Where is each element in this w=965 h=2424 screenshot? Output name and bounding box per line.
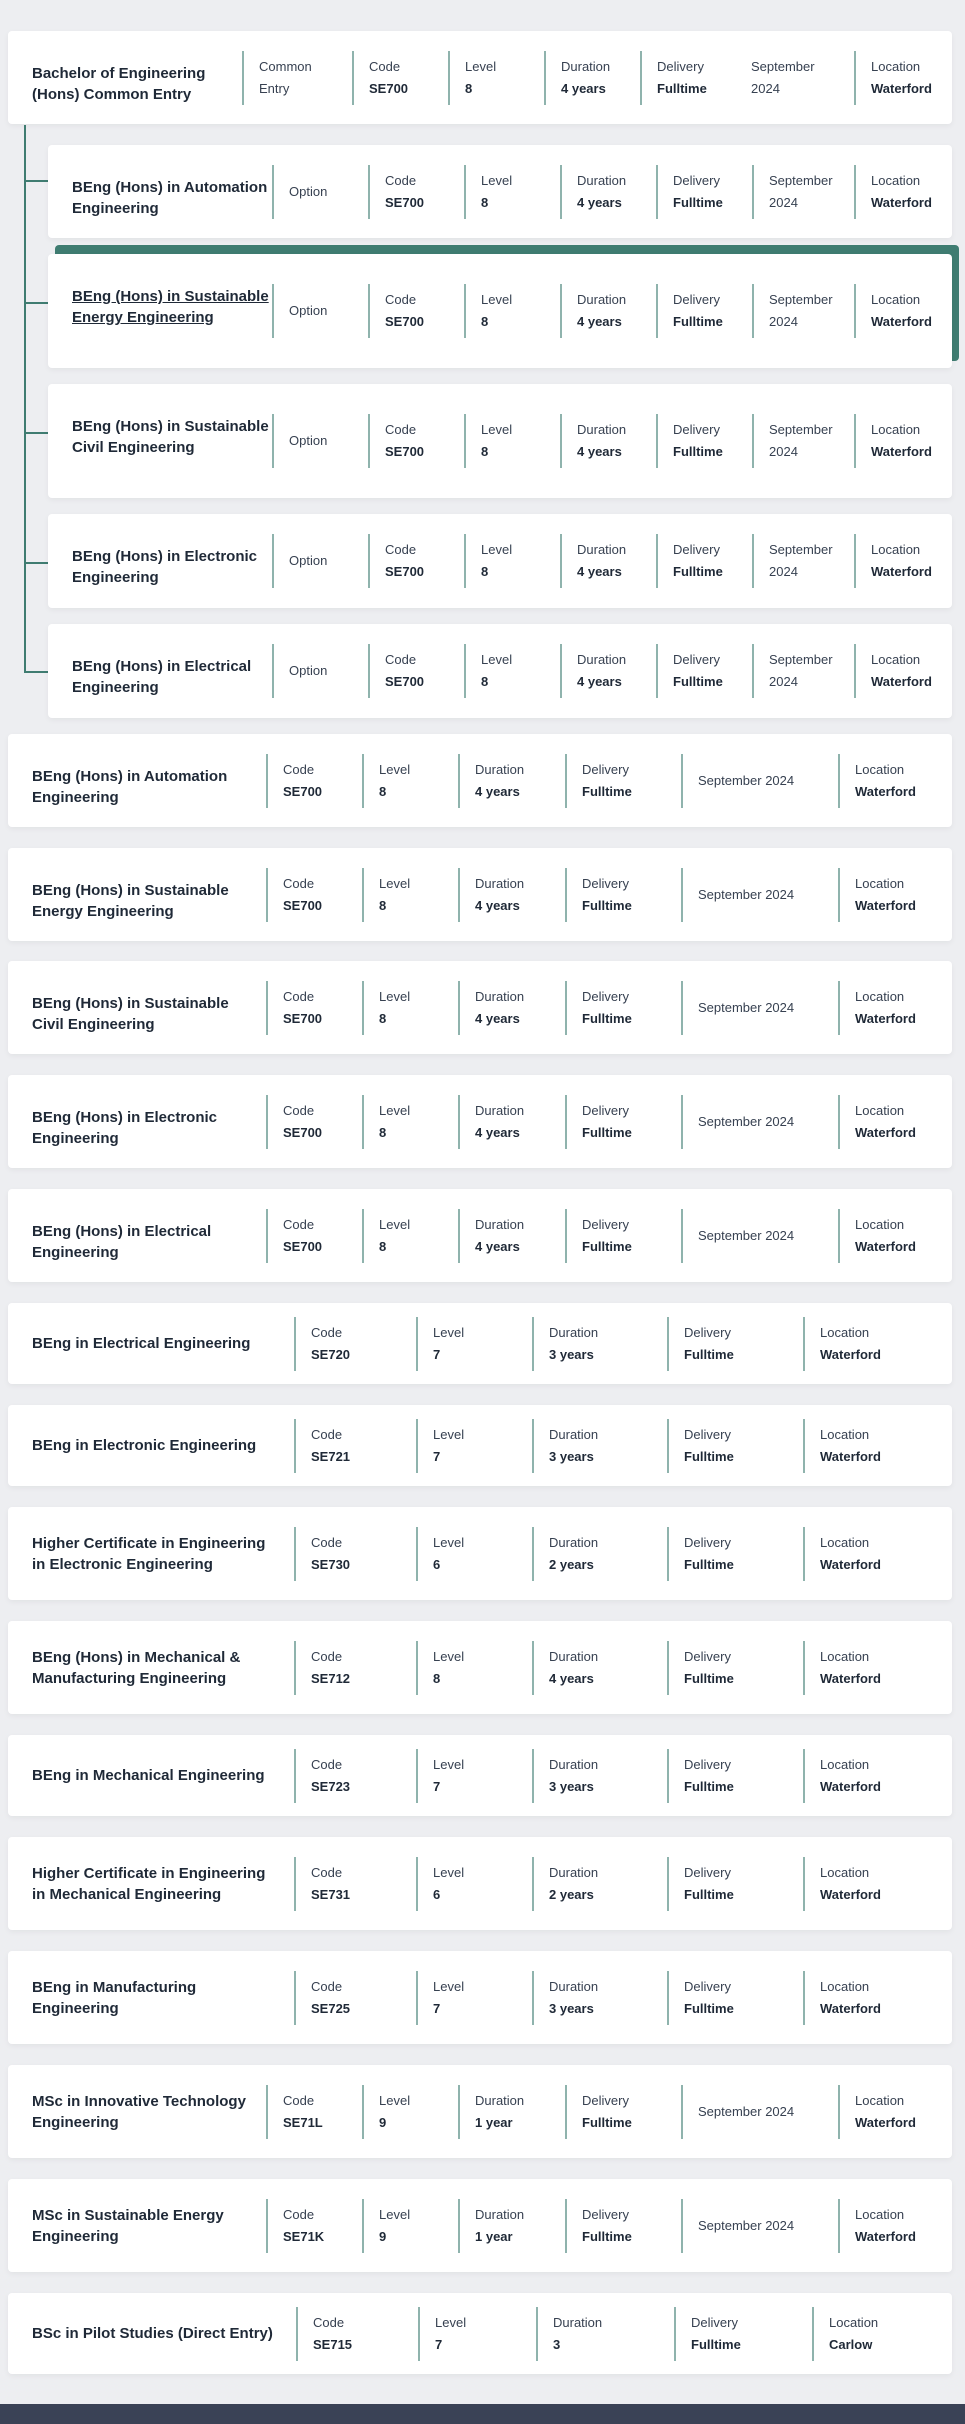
level-field: Level 9 bbox=[362, 2085, 458, 2139]
code-field: Code SE700 bbox=[368, 165, 464, 219]
code-field: Code SE700 bbox=[266, 1209, 362, 1263]
duration-field: Duration 2 years bbox=[532, 1527, 667, 1581]
location-field: Location Waterford bbox=[838, 1209, 952, 1263]
location-field: Location Waterford bbox=[803, 1857, 943, 1911]
course-card[interactable] bbox=[8, 1951, 952, 2044]
code-field: Code SE725 bbox=[294, 1971, 416, 2025]
tree-branch bbox=[24, 302, 48, 304]
start-date-field: September 2024 bbox=[752, 644, 862, 698]
location-field: Location Waterford bbox=[803, 1641, 943, 1695]
duration-field: Duration 2 years bbox=[532, 1857, 667, 1911]
location-field: Location Waterford bbox=[854, 644, 952, 698]
entry-type: Common Entry bbox=[242, 51, 352, 105]
option-label: Option bbox=[272, 165, 368, 219]
location-field: Location Waterford bbox=[803, 1971, 943, 2025]
delivery-field: Delivery Fulltime bbox=[656, 644, 752, 698]
location-field: Location Waterford bbox=[854, 414, 952, 468]
course-title[interactable]: BEng (Hons) in Sustainable Energy Engineering bbox=[32, 882, 229, 920]
course-title[interactable]: Higher Certificate in Engineering in Mechanical Engineering bbox=[32, 1865, 266, 1903]
code-field: Code SE700 bbox=[266, 868, 362, 922]
option-label: Option bbox=[272, 534, 368, 588]
code-field: Code SE700 bbox=[266, 754, 362, 808]
course-title[interactable]: BEng in Electrical Engineering bbox=[32, 1335, 251, 1352]
option-card[interactable] bbox=[48, 254, 952, 368]
tree-branch bbox=[24, 180, 48, 182]
course-title[interactable]: BEng (Hons) in Electronic Engineering bbox=[32, 1109, 218, 1147]
tree-branch bbox=[24, 671, 48, 673]
course-card[interactable] bbox=[8, 1303, 952, 1384]
course-title[interactable]: Higher Certificate in Engineering in Electronic Engineering bbox=[32, 1535, 266, 1573]
course-title[interactable]: Bachelor of Engineering (Hons) Common Entry bbox=[32, 65, 206, 103]
code-field: Code SE700 bbox=[368, 644, 464, 698]
option-label: Option bbox=[272, 644, 368, 698]
option-card[interactable] bbox=[48, 624, 952, 718]
location-field: Location Waterford bbox=[803, 1749, 943, 1803]
course-title[interactable]: BEng in Electronic Engineering bbox=[32, 1437, 257, 1454]
code-field: Code SE723 bbox=[294, 1749, 416, 1803]
duration-field: Duration 4 years bbox=[560, 534, 656, 588]
duration-field: Duration 3 years bbox=[532, 1749, 667, 1803]
tree-branch bbox=[24, 432, 48, 434]
duration-field: Duration 4 years bbox=[458, 868, 565, 922]
level-field: Level 8 bbox=[448, 51, 544, 105]
delivery-field: Delivery Fulltime bbox=[667, 1641, 803, 1695]
course-card[interactable] bbox=[8, 2179, 952, 2272]
location-field: Location Waterford bbox=[803, 1419, 943, 1473]
level-field: Level 8 bbox=[362, 868, 458, 922]
duration-field: Duration 3 years bbox=[532, 1317, 667, 1371]
course-card[interactable] bbox=[8, 1621, 952, 1714]
course-title[interactable]: BEng in Manufacturing Engineering bbox=[32, 1979, 197, 2017]
code-field: Code SE730 bbox=[294, 1527, 416, 1581]
duration-field: Duration 4 years bbox=[458, 1095, 565, 1149]
course-card[interactable] bbox=[8, 1507, 952, 1600]
course-card[interactable] bbox=[8, 1735, 952, 1816]
level-field: Level 7 bbox=[416, 1317, 532, 1371]
course-card[interactable] bbox=[8, 2065, 952, 2158]
option-card[interactable] bbox=[48, 145, 952, 238]
duration-field: Duration 3 years bbox=[532, 1419, 667, 1473]
course-title[interactable]: MSc in Sustainable Energy Engineering bbox=[32, 2207, 224, 2245]
code-field: Code SE715 bbox=[296, 2307, 418, 2361]
start-date-field: September 2024 bbox=[681, 1095, 838, 1149]
location-field: Location Waterford bbox=[854, 534, 952, 588]
location-field: Location Waterford bbox=[854, 284, 952, 338]
course-title[interactable]: BSc in Pilot Studies (Direct Entry) bbox=[32, 2325, 273, 2342]
delivery-field: Delivery Fulltime bbox=[667, 1317, 803, 1371]
code-field: Code SE71K bbox=[266, 2199, 362, 2253]
course-group-card[interactable] bbox=[8, 31, 952, 124]
duration-field: Duration 4 years bbox=[532, 1641, 667, 1695]
start-date-field: September 2024 bbox=[681, 2085, 838, 2139]
delivery-field: Delivery Fulltime bbox=[656, 165, 752, 219]
delivery-field: Delivery Fulltime bbox=[565, 2085, 681, 2139]
location-field: Location Waterford bbox=[854, 51, 952, 105]
option-label: Option bbox=[272, 414, 368, 468]
start-date-field: September 2024 bbox=[752, 284, 862, 338]
duration-field: Duration 4 years bbox=[560, 165, 656, 219]
level-field: Level 7 bbox=[416, 1971, 532, 2025]
course-title[interactable]: BEng (Hons) in Mechanical & Manufacturing Engineering bbox=[32, 1649, 241, 1687]
course-title[interactable]: BEng (Hons) in Sustainable Civil Engineering bbox=[32, 995, 229, 1033]
duration-field: Duration 4 years bbox=[560, 644, 656, 698]
level-field: Level 9 bbox=[362, 2199, 458, 2253]
duration-field: Duration 4 years bbox=[544, 51, 640, 105]
course-card[interactable] bbox=[8, 2293, 952, 2374]
duration-field: Duration 4 years bbox=[458, 981, 565, 1035]
location-field: Location Waterford bbox=[803, 1317, 943, 1371]
level-field: Level 7 bbox=[416, 1749, 532, 1803]
tree-branch bbox=[24, 562, 48, 564]
page-footer bbox=[0, 2404, 965, 2424]
duration-field: Duration 4 years bbox=[458, 1209, 565, 1263]
delivery-field: Delivery Fulltime bbox=[565, 981, 681, 1035]
level-field: Level 7 bbox=[418, 2307, 536, 2361]
level-field: Level 8 bbox=[362, 1095, 458, 1149]
code-field: Code SE700 bbox=[368, 284, 464, 338]
course-card[interactable] bbox=[8, 848, 952, 941]
start-date-field: September 2024 bbox=[752, 165, 862, 219]
delivery-field: Delivery Fulltime bbox=[667, 1971, 803, 2025]
course-card[interactable] bbox=[8, 1189, 952, 1282]
level-field: Level 8 bbox=[362, 981, 458, 1035]
level-field: Level 6 bbox=[416, 1527, 532, 1581]
code-field: Code SE71L bbox=[266, 2085, 362, 2139]
location-field: Location Waterford bbox=[803, 1527, 943, 1581]
code-field: Code SE712 bbox=[294, 1641, 416, 1695]
code-field: Code SE700 bbox=[368, 414, 464, 468]
start-date-field: September 2024 bbox=[751, 59, 815, 96]
delivery-field: Delivery Fulltime bbox=[565, 1095, 681, 1149]
duration-field: Duration 1 year bbox=[458, 2085, 565, 2139]
option-card[interactable] bbox=[48, 514, 952, 608]
level-field: Level 8 bbox=[416, 1641, 532, 1695]
start-date-field: September 2024 bbox=[681, 981, 838, 1035]
start-date-field: September 2024 bbox=[681, 754, 838, 808]
code-field: Code SE700 bbox=[352, 51, 448, 105]
tree-connector bbox=[24, 125, 26, 672]
delivery-field: Delivery Fulltime bbox=[565, 868, 681, 922]
option-title[interactable]: BEng (Hons) in Sustainable Energy Engineering bbox=[72, 288, 269, 326]
code-field: Code SE700 bbox=[368, 534, 464, 588]
delivery-field: Delivery Fulltime bbox=[640, 51, 736, 105]
option-card[interactable] bbox=[48, 384, 952, 498]
location-field: Location Waterford bbox=[838, 1095, 952, 1149]
level-field: Level 8 bbox=[362, 754, 458, 808]
option-title[interactable]: BEng (Hons) in Electrical Engineering bbox=[72, 658, 252, 696]
course-card[interactable] bbox=[8, 1837, 952, 1930]
start-date-field: September 2024 bbox=[681, 868, 838, 922]
course-card[interactable] bbox=[8, 734, 952, 827]
level-field: Level 7 bbox=[416, 1419, 532, 1473]
duration-field: Duration 4 years bbox=[458, 754, 565, 808]
delivery-field: Delivery Fulltime bbox=[565, 754, 681, 808]
course-title[interactable]: BEng (Hons) in Electrical Engineering bbox=[32, 1223, 212, 1261]
location-field: Location Waterford bbox=[854, 165, 952, 219]
course-title[interactable]: MSc in Innovative Technology Engineering bbox=[32, 2093, 246, 2131]
course-card[interactable] bbox=[8, 961, 952, 1054]
start-date-field: September 2024 bbox=[681, 2199, 838, 2253]
start-date-field: September 2024 bbox=[752, 534, 862, 588]
location-field: Location Waterford bbox=[838, 754, 952, 808]
duration-field: Duration 4 years bbox=[560, 414, 656, 468]
level-field: Level 8 bbox=[464, 534, 560, 588]
delivery-field: Delivery Fulltime bbox=[667, 1527, 803, 1581]
code-field: Code SE731 bbox=[294, 1857, 416, 1911]
level-field: Level 8 bbox=[362, 1209, 458, 1263]
level-field: Level 8 bbox=[464, 414, 560, 468]
delivery-field: Delivery Fulltime bbox=[656, 414, 752, 468]
option-title[interactable]: BEng (Hons) in Electronic Engineering bbox=[72, 548, 258, 586]
start-date-field: September 2024 bbox=[752, 414, 862, 468]
level-field: Level 8 bbox=[464, 644, 560, 698]
level-field: Level 8 bbox=[464, 165, 560, 219]
option-title[interactable]: BEng (Hons) in Automation Engineering bbox=[72, 179, 268, 217]
duration-field: Duration 4 years bbox=[560, 284, 656, 338]
level-field: Level 8 bbox=[464, 284, 560, 338]
delivery-field: Delivery Fulltime bbox=[565, 2199, 681, 2253]
option-title[interactable]: BEng (Hons) in Sustainable Civil Engineering bbox=[72, 418, 269, 456]
course-card[interactable] bbox=[8, 1405, 952, 1486]
start-date-field: September 2024 bbox=[681, 1209, 838, 1263]
location-field: Location Waterford bbox=[838, 868, 952, 922]
code-field: Code SE700 bbox=[266, 981, 362, 1035]
delivery-field: Delivery Fulltime bbox=[667, 1419, 803, 1473]
location-field: Location Waterford bbox=[838, 2199, 952, 2253]
course-title[interactable]: BEng in Mechanical Engineering bbox=[32, 1767, 265, 1784]
delivery-field: Delivery Fulltime bbox=[674, 2307, 812, 2361]
option-label: Option bbox=[272, 284, 368, 338]
location-field: Location Carlow bbox=[812, 2307, 948, 2361]
code-field: Code SE721 bbox=[294, 1419, 416, 1473]
level-field: Level 6 bbox=[416, 1857, 532, 1911]
delivery-field: Delivery Fulltime bbox=[667, 1857, 803, 1911]
duration-field: Duration 3 bbox=[536, 2307, 674, 2361]
location-field: Location Waterford bbox=[838, 2085, 952, 2139]
delivery-field: Delivery Fulltime bbox=[667, 1749, 803, 1803]
delivery-field: Delivery Fulltime bbox=[656, 284, 752, 338]
course-card[interactable] bbox=[8, 1075, 952, 1168]
delivery-field: Delivery Fulltime bbox=[656, 534, 752, 588]
location-field: Location Waterford bbox=[838, 981, 952, 1035]
course-title[interactable]: BEng (Hons) in Automation Engineering bbox=[32, 768, 228, 806]
code-field: Code SE700 bbox=[266, 1095, 362, 1149]
delivery-field: Delivery Fulltime bbox=[565, 1209, 681, 1263]
duration-field: Duration 1 year bbox=[458, 2199, 565, 2253]
duration-field: Duration 3 years bbox=[532, 1971, 667, 2025]
code-field: Code SE720 bbox=[294, 1317, 416, 1371]
